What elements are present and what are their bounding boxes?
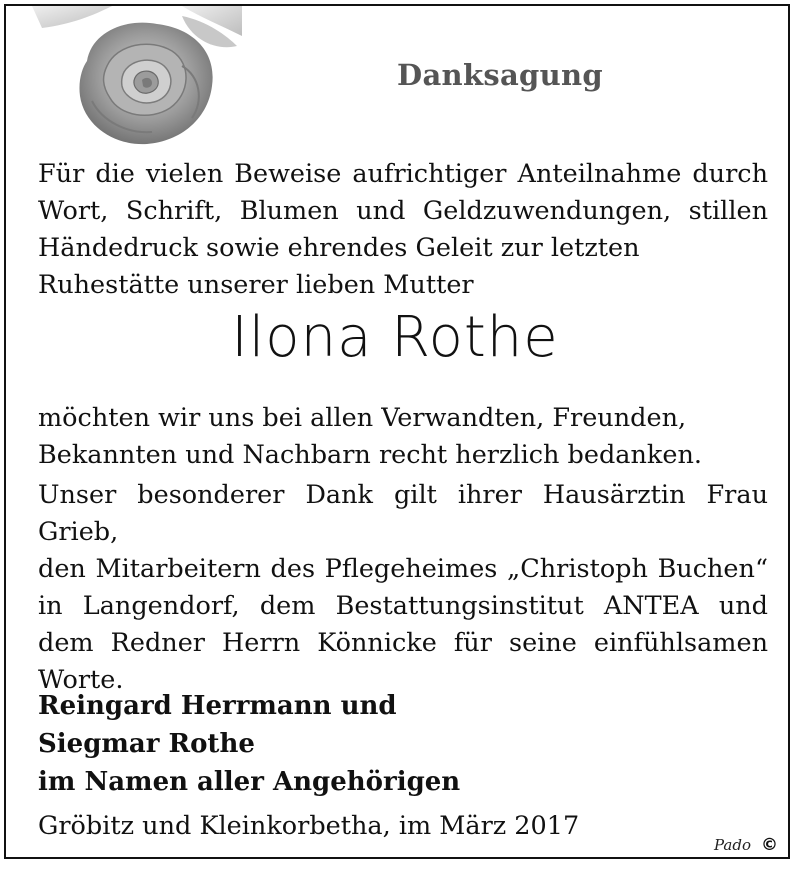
signers-block <box>38 687 738 801</box>
credit-signature: Pado <box>714 836 751 854</box>
intro-line: Für die vielen Beweise aufrichtiger Anteilnahme durch <box>38 159 768 189</box>
copyright-icon: © <box>761 835 778 855</box>
intro-paragraph <box>38 156 768 304</box>
thanks-paragraph <box>38 400 768 474</box>
publisher-credit <box>714 835 778 855</box>
signer-line: Siegmar Rothe <box>38 729 255 759</box>
place-date: Gröbitz und Kleinkorbetha, im März 2017 <box>38 811 580 841</box>
special-thanks-paragraph <box>38 477 768 699</box>
thanks-line: Bekannten und Nachbarn recht herzlich bedanken. <box>38 440 702 470</box>
rose-icon <box>32 6 242 146</box>
intro-line: Händedruck sowie ehrendes Geleit zur letzten <box>38 233 640 263</box>
deceased-name: Ilona Rothe <box>231 305 559 370</box>
intro-line: Wort, Schrift, Blumen und Geldzuwendungen, stillen <box>38 196 768 226</box>
special-line: den Mitarbeitern des Pflegeheimes „Christoph Buchen“ <box>38 554 768 584</box>
special-line: Worte. <box>38 665 124 695</box>
signer-line: Reingard Herrmann und <box>38 691 397 721</box>
intro-line: Ruhestätte unserer lieben Mutter <box>38 270 474 300</box>
special-line: dem Redner Herrn Könnicke für seine einfühlsamen <box>38 628 768 658</box>
special-line: Unser besonderer Dank gilt ihrer Hausärztin Frau Grieb, <box>38 480 768 547</box>
signer-line: im Namen aller Angehörigen <box>38 767 461 797</box>
thanks-line: möchten wir uns bei allen Verwandten, Freunden, <box>38 403 687 433</box>
notice-title: Danksagung <box>397 58 603 92</box>
special-line: in Langendorf, dem Bestattungsinstitut ANTEA und <box>38 591 768 621</box>
